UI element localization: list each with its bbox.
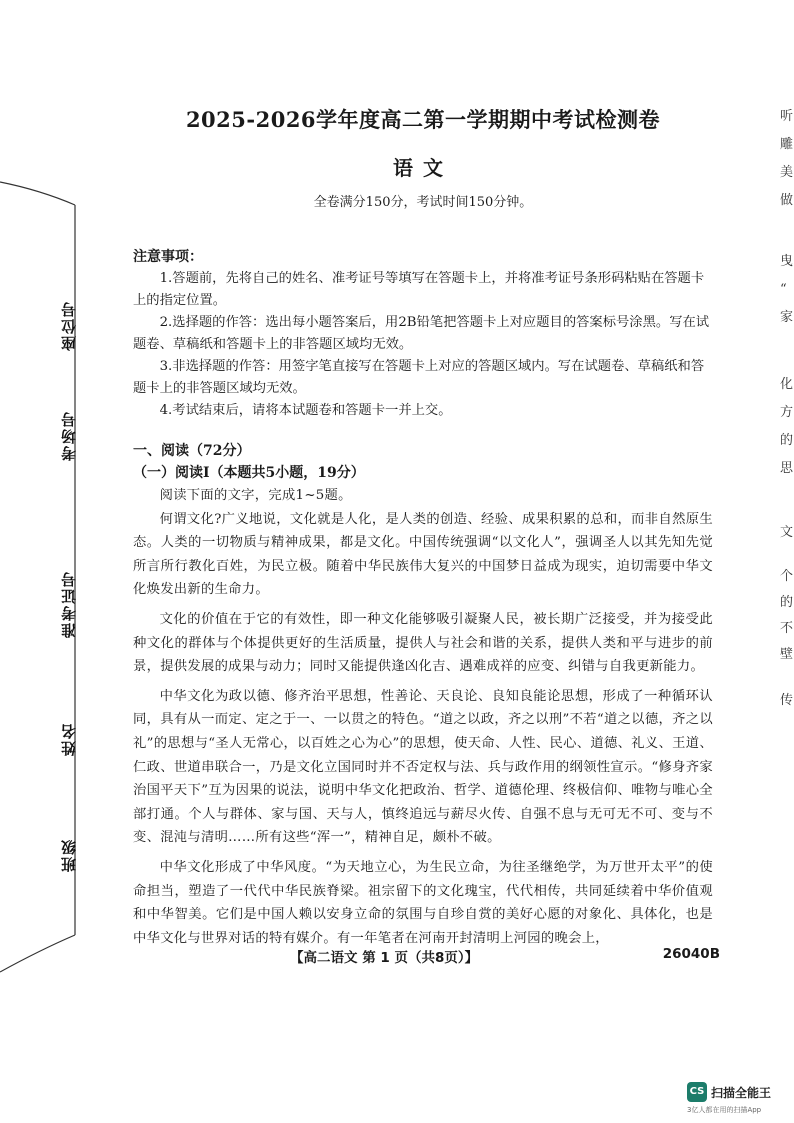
notice-item: 4.考试结束后，请将本试题卷和答题卡一并上交。 — [159, 403, 452, 418]
bleed-char: 不 — [780, 621, 794, 636]
exam-room-label: 考场号 — [60, 410, 78, 461]
camscanner-logo-icon: CS — [687, 1082, 707, 1102]
name-label: 姓名 — [60, 722, 78, 756]
notice-list — [133, 268, 713, 422]
page-number-info: 【高二语文 第 1 页（共8页）】 — [290, 950, 479, 966]
passage-paragraph: 中华文化形成了中华风度。“为天地立心，为生民立命，为往圣继绝学，为万世开太平”的使命担当，塑造了一代代中华民族脊梁。祖宗留下的文化瑰宝，代代相传，共同延续着中华价值观和中华智美。它们是中国人赖以安身立命的氛围与自珍自赏的美好心愿的对象化、具体化，也是中华文化与世界对话的特有媒介。有一年笔者在河南开封清明上河园的晚会上， — [133, 859, 713, 946]
class-label: 班级 — [60, 838, 78, 872]
bleed-char: 雕 — [780, 137, 794, 152]
bleed-char: 文 — [780, 525, 794, 540]
section-heading: 一、阅读（72分） — [133, 443, 251, 459]
seat-number-label: 座位号 — [60, 300, 78, 351]
notice-item: 3.非选择题的作答：用签字笔直接写在答题卡上对应的答题区域内。写在试题卷、草稿纸和答题卡上的非答题区域均无效。 — [133, 359, 705, 396]
bleed-char: 壁 — [780, 647, 794, 662]
notice-heading: 注意事项： — [133, 249, 203, 265]
sub-section-heading: （一）阅读Ⅰ（本题共5小题，19分） — [133, 465, 365, 481]
admission-number-label: 准考证号 — [60, 570, 78, 638]
binding-edge-lines — [0, 0, 130, 980]
bleed-char: 的 — [780, 433, 794, 448]
scanner-tagline: 3亿人都在用的扫描App — [687, 1106, 762, 1114]
bleed-char: 曳 — [780, 254, 794, 269]
passage-paragraph: 中华文化为政以德、修齐治平思想，性善论、天良论、良知良能论思想，形成了一种循环认同，具有从一而定、定之于一、一以贯之的特色。“道之以政，齐之以刑”不若“道之以德，齐之以礼”的思想与“圣人无常心，以百姓之心为心”的思想，使天命、人性、民心、道德、礼义、王道、仁政、世道串联合一，乃是文化立国同时并不否定权与法、兵与政作用的纲领性宣示。“修身齐家治国平天下”互为因果的说法，说明中华文化把政治、哲学、道德伦理、终极信仰、唯物与唯心全部打通。个人与群体、家与国、天与人，慎终追远与薪尽火传、自强不息与无可无不可、变与不变、混沌与清明……所有这些“浑一”，精神自足，颇朴不破。 — [133, 688, 713, 846]
bleed-char: 思 — [780, 461, 794, 476]
subject-title: 语文 — [393, 156, 453, 180]
exam-page-content — [133, 104, 713, 950]
exam-title: 2025-2026学年度高二第一学期期中考试检测卷 — [185, 107, 661, 132]
binding-curve-bottom — [0, 935, 75, 972]
scanner-watermark — [687, 1082, 791, 1118]
passage-paragraph: 文化的价值在于它的有效性，即一种文化能够吸引凝聚人民，被长期广泛接受，并为接受此种文化的群体与个体提供更好的生活质量，提供人与社会和谐的关系，提供人类和平与进步的前景，提供发展的成果与动力；同时又能提供逢凶化吉、遇难成祥的应变、纠错与自我更新能力。 — [133, 611, 713, 675]
scanner-app-name: 扫描全能王 — [711, 1086, 772, 1100]
bleed-char: 个 — [780, 569, 794, 584]
binding-edge — [0, 0, 130, 980]
bleed-char: 化 — [780, 377, 794, 392]
bleed-char: 美 — [780, 165, 794, 180]
notice-item: 1.答题前，先将自己的姓名、准考证号等填写在答题卡上，并将准考证号条形码粘贴在答题卡上的指定位置。 — [133, 271, 705, 308]
score-time-note: 全卷满分150分，考试时间150分钟。 — [313, 195, 533, 210]
passage-paragraph: 何谓文化?广义地说，文化就是人化，是人类的创造、经验、成果积累的总和，而非自然原生态。人类的一切物质与精神成果，都是文化。中国传统强调“以文化人”，强调圣人以其先知先觉所言所行教化百姓，为民立极。随着中华民族伟大复兴的中国梦日益成为现实，迫切需要中华文化焕发出新的生命力。 — [133, 511, 713, 598]
reading-instruction: 阅读下面的文字，完成1~5题。 — [159, 488, 352, 503]
paper-code: 26040B — [662, 946, 720, 962]
bleed-char: “ — [780, 282, 787, 297]
bleed-char: 听 — [780, 109, 794, 124]
bleed-char: 做 — [780, 193, 794, 208]
notice-item: 2.选择题的作答：选出每小题答案后，用2B铅笔把答题卡上对应题目的答案标号涂黑。写在试题卷、草稿纸和答题卡上的非答题区域均无效。 — [133, 315, 710, 352]
binding-curve-top — [0, 182, 75, 205]
bleed-char: 传 — [780, 693, 794, 708]
bleed-char: 方 — [780, 405, 794, 420]
bleed-char: 的 — [780, 595, 794, 610]
bleed-char: 家 — [780, 310, 794, 325]
